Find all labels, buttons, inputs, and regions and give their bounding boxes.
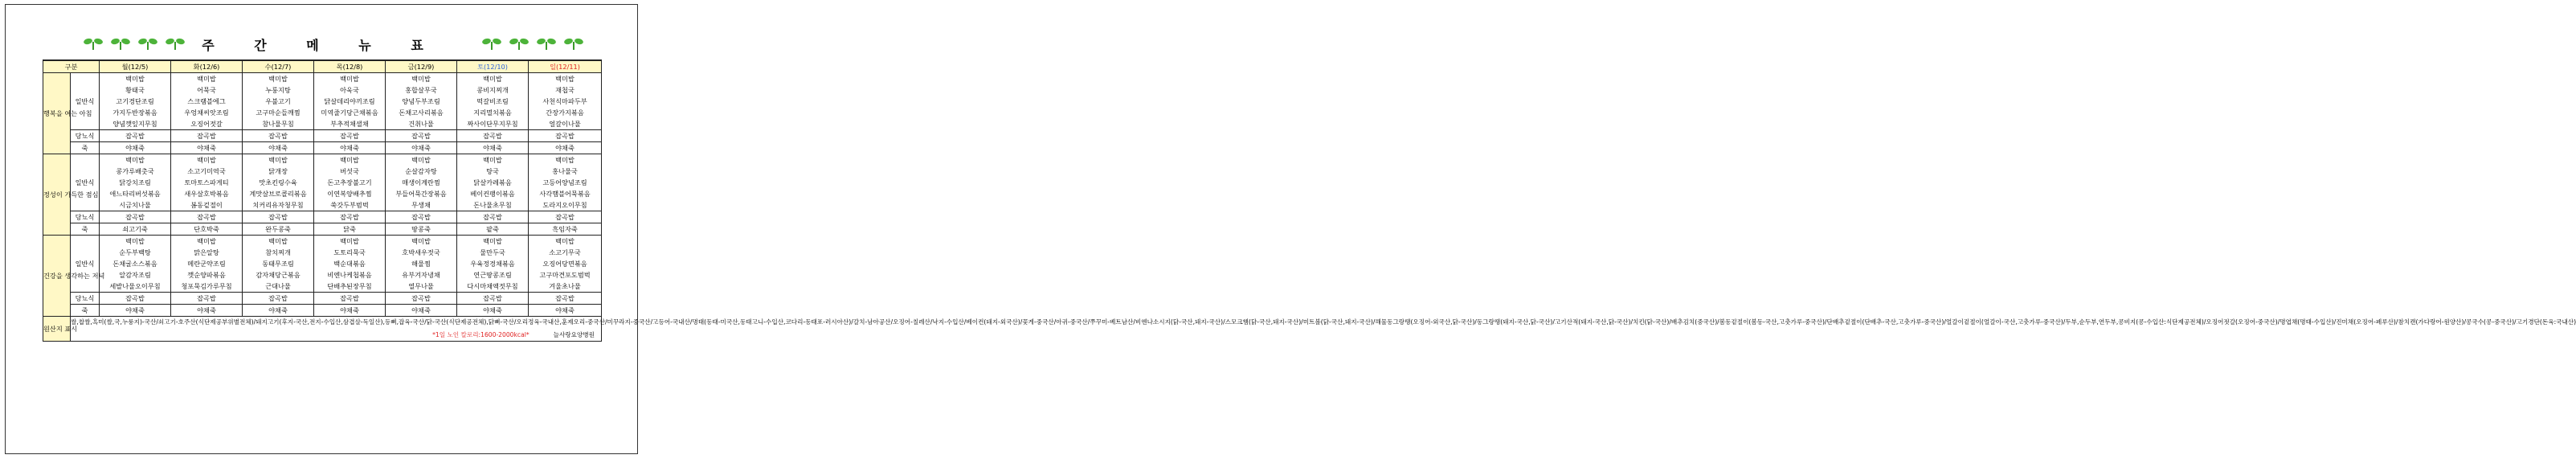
diabetic-menu-cell: 잡곡밥 [100,130,171,142]
menu-item: 부추적채샐채 [330,120,369,128]
menu-item: 오징어젓갈 [190,120,223,128]
general-menu-cell [243,236,314,293]
porridge-menu-cell: 야채죽 [243,142,314,154]
origin-label: 원산지 표시 [43,317,71,342]
menu-item: 백미밥 [125,156,145,164]
menu-item: 백미밥 [125,237,145,245]
header-row [43,60,602,73]
menu-item: 겨울초나물 [549,282,581,290]
diabetic-menu-cell: 잡곡밥 [386,211,457,223]
menu-item: 참치찌개 [265,248,291,256]
porridge-menu-cell: 야채죽 [386,142,457,154]
meal-porridge-row [43,142,602,154]
menu-item: 돈채굴소스볶음 [112,260,157,268]
menu-item: 우불고기 [265,97,291,105]
menu-item: 청포묵김가루무침 [181,282,232,290]
sprout-icon [480,37,503,50]
menu-item: 백미밥 [483,156,502,164]
menu-item: 백미밥 [197,156,216,164]
menu-item: 근대나물 [265,282,291,290]
sprout-icon [508,37,530,50]
menu-item: 홍나물국 [552,167,578,175]
meal-general-row [43,236,602,293]
porridge-menu-cell: 야채죽 [457,142,529,154]
menu-item: 소고기무국 [549,248,581,256]
menu-item: 닭살카레볶음 [473,178,512,186]
porridge-menu-cell: 야채죽 [243,305,314,317]
general-menu-cell [314,236,386,293]
menu-item: 맛초킨링수육 [259,178,297,186]
menu-item: 백미밥 [268,237,288,245]
menu-item: 알감자조림 [119,271,151,279]
diabetic-menu-cell: 잡곡밥 [100,293,171,305]
menu-item: 백미밥 [268,75,288,83]
menu-item: 소고기미역국 [187,167,226,175]
porridge-menu-cell: 야채죽 [457,305,529,317]
menu-item: 세발나물오이무침 [109,282,161,290]
general-menu-cell [100,154,171,211]
weekly-menu-table [43,59,2576,342]
general-menu-cell [457,73,529,130]
menu-item: 메란군약조림 [187,260,226,268]
hospital-name: 늘사랑요양병원 [553,331,595,338]
general-menu-cell [100,236,171,293]
menu-item: 양념깻잎지무침 [112,120,157,128]
menu-item: 떡갈비조림 [476,97,509,105]
diabetic-menu-cell: 잡곡밥 [529,293,602,305]
menu-item: 콩비지찌개 [476,86,509,94]
menu-item: 새우살호박볶음 [184,190,229,198]
menu-item: 시금치나물 [119,201,151,209]
menu-item: 백미밥 [555,75,574,83]
menu-item: 탕국 [486,167,499,175]
porridge-menu-cell: 닭죽 [314,223,386,236]
menu-item: 누룽지탕 [265,86,291,94]
menu-item: 비엔나케첩볶음 [327,271,372,279]
menu-item: 닭살데리야끼조림 [324,97,375,105]
menu-item: 고등어양념조림 [542,178,587,186]
menu-item: 가지두반장볶음 [112,109,157,117]
menu-item: 우엉채씨앗조림 [184,109,229,117]
menu-item: 백순대볶음 [333,260,366,268]
menu-item: 고구마순들깨찜 [256,109,301,117]
diabetic-menu-cell: 잡곡밥 [529,211,602,223]
menu-item: 돈고추장불고기 [327,178,372,186]
menu-item: 맑은알탕 [194,248,219,256]
general-menu-cell [529,154,602,211]
diabetic-menu-cell: 잡곡밥 [386,130,457,142]
porridge-menu-cell: 야채죽 [171,142,243,154]
diabetic-menu-cell: 잡곡밥 [171,293,243,305]
menu-item: 백미밥 [340,156,359,164]
menu-item: 간장가지볶음 [546,109,584,117]
menu-item: 재첩국 [555,86,574,94]
menu-item: 지리멸치볶음 [473,109,512,117]
general-menu-cell [171,154,243,211]
meal-section-label: 건강을 생각하는 저녁 [43,236,71,317]
general-menu-cell [314,154,386,211]
menu-item: 돈나물초무침 [473,201,512,209]
menu-item: 봄동겉절이 [190,201,223,209]
porridge-menu-cell: 야채죽 [171,305,243,317]
menu-item: 고기경단조림 [116,97,154,105]
menu-item: 유부겨자냉채 [402,271,440,279]
menu-item: 열무나물 [408,282,434,290]
general-menu-cell [457,154,529,211]
porridge-menu-cell: 야채죽 [100,142,171,154]
menu-item: 매생이계란찜 [402,178,440,186]
sprout-decoration-right [480,37,585,50]
menu-item: 백미밥 [555,237,574,245]
menu-item: 양념두부조림 [402,97,440,105]
menu-item: 짜사이단무지무침 [467,120,518,128]
menu-item: 아욱국 [340,86,359,94]
general-menu-cell [100,73,171,130]
porridge-menu-cell: 야채죽 [314,142,386,154]
menu-item: 물만두국 [480,248,505,256]
general-menu-cell [171,73,243,130]
menu-item: 오징어당면볶음 [542,260,587,268]
title-row [6,32,637,56]
general-menu-cell [243,73,314,130]
menu-sheet [5,4,2576,454]
menu-item: 해물찜 [411,260,431,268]
general-menu-cell [529,73,602,130]
diabetic-menu-cell: 잡곡밥 [457,211,529,223]
header-day-sun: 일(12/11) [529,60,602,73]
diabetic-diet-label: 당뇨식 [71,130,100,142]
meal-diabetic-row [43,211,602,223]
general-menu-cell [171,236,243,293]
menu-item: 이연복양배추찜 [327,190,372,198]
diabetic-diet-label: 당뇨식 [71,211,100,223]
general-menu-cell [314,73,386,130]
menu-item: 백미밥 [268,156,288,164]
menu-item: 백미밥 [411,75,431,83]
meal-general-row [43,154,602,211]
menu-item: 사천식마파두부 [542,97,587,105]
header-day-thu: 목(12/8) [314,60,386,73]
menu-item: 동태무조림 [262,260,294,268]
menu-item: 콩가루배춧국 [116,167,154,175]
porridge-menu-cell: 쇠고기죽 [100,223,171,236]
meal-section-label: 행복을 여는 아침 [43,73,71,154]
menu-item: 도토리묵국 [333,248,366,256]
menu-item: 어묵국 [197,86,216,94]
header-category: 구분 [43,60,100,73]
porridge-menu-cell: 야채죽 [314,305,386,317]
header-day-fri: 금(12/9) [386,60,457,73]
general-diet-label: 일반식 [71,73,100,130]
general-menu-cell [243,154,314,211]
diabetic-menu-cell: 잡곡밥 [314,211,386,223]
porridge-menu-cell: 땅콩죽 [386,223,457,236]
menu-item: 백미밥 [483,75,502,83]
sprout-icon [562,37,585,50]
menu-item: 홍합살무국 [405,86,437,94]
diabetic-menu-cell: 잡곡밥 [529,130,602,142]
general-menu-cell [386,236,457,293]
menu-item: 백미밥 [340,75,359,83]
page-title: 주 간 메 뉴 표 [202,38,441,53]
menu-item: 사각햄블어묵볶음 [539,190,591,198]
menu-item: 쑥갓두부범벅 [330,201,369,209]
general-menu-cell [386,154,457,211]
meal-porridge-row [43,223,602,236]
header-day-mon: 월(12/5) [100,60,171,73]
diabetic-menu-cell: 잡곡밥 [314,130,386,142]
menu-item: 토마토스파게티 [184,178,229,186]
menu-item: 백미밥 [340,237,359,245]
menu-item: 계맛살브로콜리볶음 [249,190,307,198]
menu-item: 우육정경채볶음 [470,260,515,268]
menu-item: 백미밥 [555,156,574,164]
porridge-menu-cell: 야채죽 [529,142,602,154]
diabetic-menu-cell: 잡곡밥 [314,293,386,305]
meal-general-row [43,73,602,130]
menu-item: 애느타리버섯볶음 [109,190,161,198]
menu-item: 고구마견포도범벅 [539,271,591,279]
diabetic-menu-cell: 잡곡밥 [243,211,314,223]
porridge-menu-cell: 야채죽 [529,305,602,317]
diabetic-menu-cell: 잡곡밥 [171,130,243,142]
menu-item: 깻순양파볶음 [187,271,226,279]
diabetic-menu-cell: 잡곡밥 [457,130,529,142]
menu-item: 건취나물 [408,120,434,128]
menu-item: 감자채당근볶음 [256,271,301,279]
menu-item: 백미밥 [197,237,216,245]
general-menu-cell [386,73,457,130]
menu-item: 황태국 [125,86,145,94]
diabetic-menu-cell: 잡곡밥 [171,211,243,223]
porridge-diet-label: 죽 [71,223,100,236]
porridge-diet-label: 죽 [71,142,100,154]
menu-item: 순두부백탕 [119,248,151,256]
porridge-diet-label: 죽 [71,305,100,317]
porridge-menu-cell: 팥죽 [457,223,529,236]
header-day-wed: 수(12/7) [243,60,314,73]
meal-diabetic-row [43,293,602,305]
menu-item: 순살감자탕 [405,167,437,175]
calorie-note: *1일 노인 칼로리:1600-2000kcal* [432,331,530,338]
meal-diabetic-row [43,130,602,142]
menu-item: 베이컨팽이볶음 [470,190,515,198]
diabetic-diet-label: 당뇨식 [71,293,100,305]
header-day-sat: 토(12/10) [457,60,529,73]
menu-item: 참나물무침 [262,120,294,128]
origin-footer [71,330,601,341]
menu-item: 백미밥 [125,75,145,83]
general-diet-label: 일반식 [71,236,100,293]
menu-item: 돈채고사리볶음 [399,109,444,117]
porridge-menu-cell: 완두콩죽 [243,223,314,236]
menu-item: 연근땅콩조림 [473,271,512,279]
menu-item: 얼갈이나물 [549,120,581,128]
menu-item: 닭개장 [268,167,288,175]
porridge-menu-cell: 야채죽 [100,305,171,317]
porridge-menu-cell: 야채죽 [386,305,457,317]
menu-item: 백미밥 [197,75,216,83]
diabetic-menu-cell: 잡곡밥 [457,293,529,305]
origin-text: 쌀,찹쌀,흑미(쌀,국,누룽지)-국산/쇠고기-호주산(식단제공부위별전체)/돼지고기(후지-국산,전지-수입산,삼겹살-독일산),등뼈,잡육-국산/닭-국산(식단제공전체),닭뼈-국산/오리정육-국내산,훈제오리-중국산/미꾸라지-중국산/고등어-국내산/명태(동태-미국산,동태고니-수입산,코다리-동태포-러시아산)/갈치-남아공산/오징어-칠레산/낙지-수입산/베이컨(돼지-외국산)/꽃게-중국산/아귀-중국산/쭈꾸미-베트남산/비엔나소시지(닭-국산,돼지-국산)/스모크햄(닭-국산,돼지-국산)/미트볼(닭-국산,돼지-국산)/해물동그랑땡(오징어-외국산,닭-국산)/동그랑땡(돼지-국산,닭-국산)/고기산적(돼지-국산,닭-국산)/치킨(닭-국산)/배추김치(중국산)/봄동겉절이(봄동-국산,고춧가루-중국산)/단배추겉절이(단배추-국산,고춧가루-중국산)/얼갈이겉절이(얼갈이-국산,고춧가루-중국산)/두부,순두부,연두부,콩비지(콩-수입산:식단제공전체)/오징어젓갈(오징어-중국산)/명엽채(명태-수입산)/진미채(오징어-페루산)/참치캔(가다랑어-원양산)/콩국수(콩-중국산)/고기경단(돈육:국내산) [71,318,2576,326]
menu-item: 백미밥 [411,156,431,164]
menu-item: 버섯국 [340,167,359,175]
diabetic-menu-cell: 잡곡밥 [243,130,314,142]
meal-porridge-row [43,305,602,317]
menu-item: 호박새우젓국 [402,248,440,256]
menu-item: 도라지오이무침 [542,201,587,209]
diabetic-menu-cell: 잡곡밥 [100,211,171,223]
menu-item: 단배추된장무침 [327,282,372,290]
general-menu-cell [529,236,602,293]
menu-item: 다시마채액젓무침 [467,282,518,290]
menu-item: 무생채 [411,201,431,209]
origin-text-cell [71,317,2576,342]
sprout-icon [535,37,558,50]
general-menu-cell [457,236,529,293]
menu-item: 치커리유자청무침 [252,201,304,209]
header-day-tue: 화(12/6) [171,60,243,73]
general-diet-label: 일반식 [71,154,100,211]
menu-item: 스크램블에그 [187,97,226,105]
meal-section-label: 정성이 가득한 점심 [43,154,71,236]
porridge-menu-cell: 단호박죽 [171,223,243,236]
menu-item: 닭강치조림 [119,178,151,186]
porridge-menu-cell: 흑임자죽 [529,223,602,236]
menu-item: 부들어묵간장볶음 [395,190,447,198]
origin-row [43,317,602,342]
menu-item: 백미밥 [411,237,431,245]
menu-item: 미역줄기당근채볶음 [321,109,378,117]
menu-item: 백미밥 [483,237,502,245]
diabetic-menu-cell: 잡곡밥 [386,293,457,305]
diabetic-menu-cell: 잡곡밥 [243,293,314,305]
